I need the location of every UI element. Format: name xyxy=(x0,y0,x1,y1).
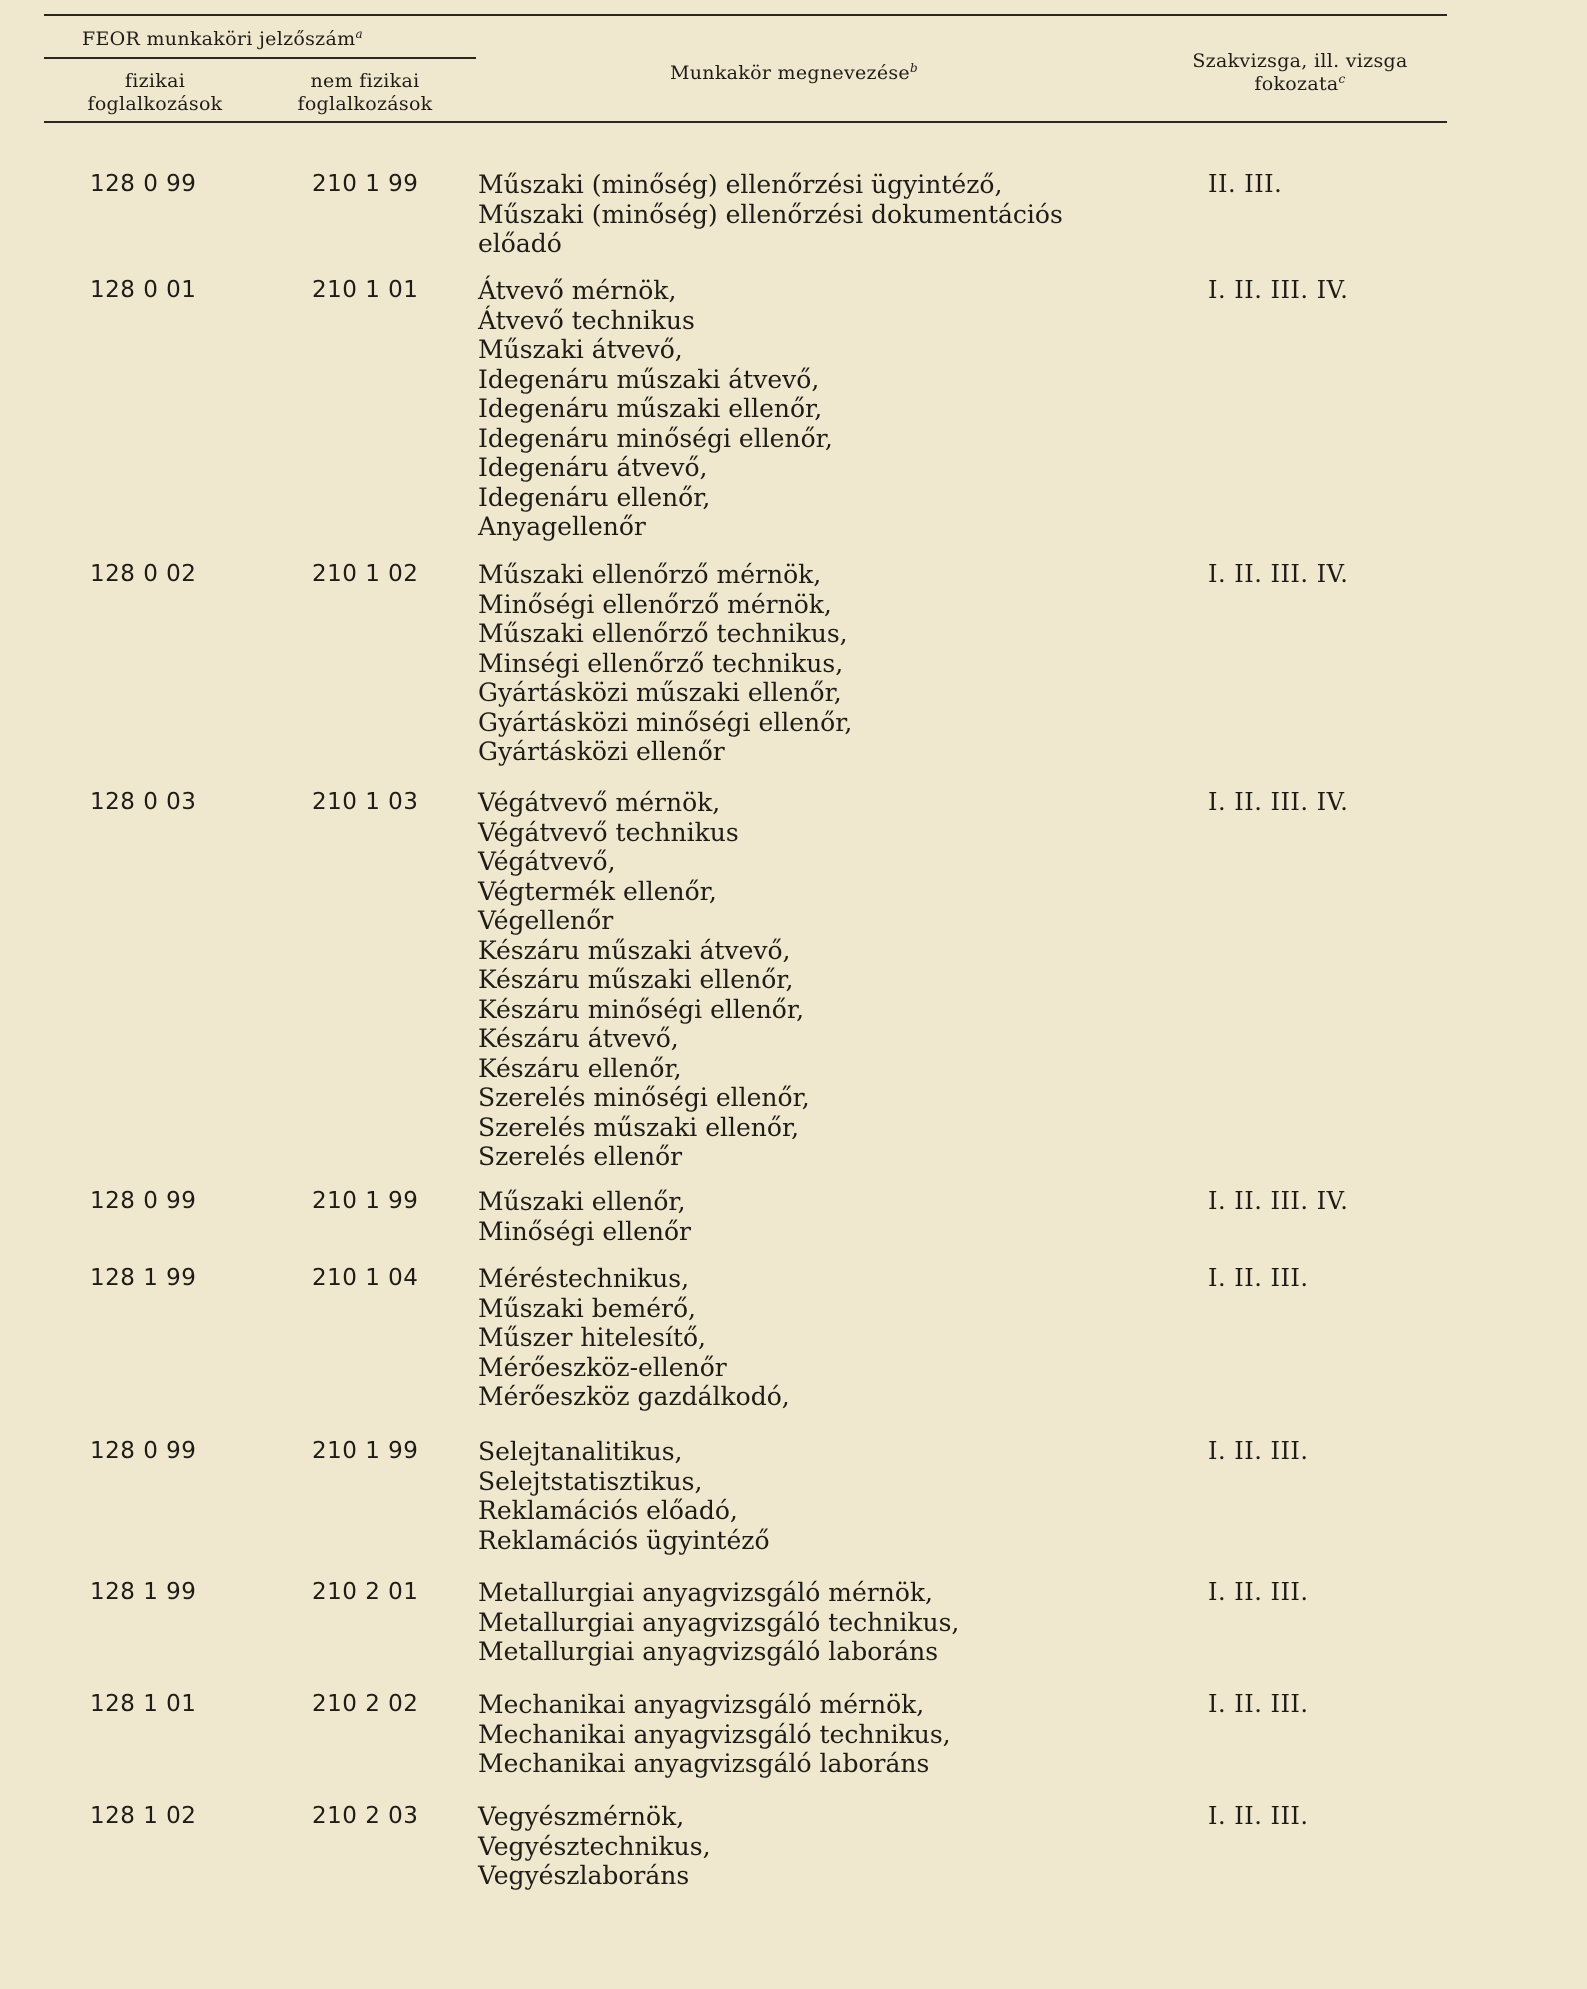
job-name: Készáru minőségi ellenőr, xyxy=(478,994,805,1024)
job-name: Anyagellenőr xyxy=(478,512,646,541)
nonphysical-code: 210 1 01 xyxy=(312,277,419,303)
job-name: Metallurgiai anyagvizsgáló laboráns xyxy=(478,1637,939,1666)
job-name-column-header: Munkakör megnevezése$^b$ xyxy=(670,61,918,84)
job-names xyxy=(478,1802,1118,1891)
job-names xyxy=(478,1690,1118,1779)
physical-code: 128 0 99 xyxy=(90,1438,197,1464)
job-name: Szerelés minőségi ellenőr, xyxy=(478,1083,810,1112)
job-names xyxy=(478,276,1118,542)
job-name: Műszaki (minőség) ellenőrzési dokumentációs xyxy=(478,199,1063,229)
job-name: Műszer hitelesítő, xyxy=(478,1323,706,1352)
feor-header: FEOR munkaköri jelzőszám$^a$ xyxy=(82,27,363,50)
job-name: Végátvevő, xyxy=(478,847,616,876)
job-name: Műszaki ellenőrző technikus, xyxy=(478,619,848,648)
physical-code: 128 0 03 xyxy=(90,789,197,815)
job-name: Vegyészlaboráns xyxy=(478,1861,690,1890)
job-name: Készáru műszaki átvevő, xyxy=(478,935,791,965)
job-name: Mechanikai anyagvizsgáló mérnök, xyxy=(478,1690,925,1719)
job-names xyxy=(478,1264,1118,1412)
exam-grade: I. II. III. xyxy=(1208,1802,1309,1830)
job-name: Készáru műszaki ellenőr, xyxy=(478,965,794,994)
job-names xyxy=(478,560,1118,767)
nonphysical-code: 210 2 01 xyxy=(312,1579,419,1605)
job-name: Végellenőr xyxy=(478,906,614,935)
physical-code: 128 0 01 xyxy=(90,277,197,303)
nonphysical-code: 210 1 04 xyxy=(312,1265,419,1291)
job-name: Idegenáru minőségi ellenőr, xyxy=(478,423,833,453)
exam-grade: I. II. III. xyxy=(1208,1578,1309,1606)
job-name: Minőségi ellenőr xyxy=(478,1216,692,1246)
exam-grade: I. II. III. xyxy=(1208,1690,1309,1718)
job-name: Idegenáru ellenőr, xyxy=(478,482,711,512)
physical-code: 128 1 99 xyxy=(90,1579,197,1605)
nonphysical-code: 210 1 03 xyxy=(312,789,419,815)
job-name: Reklamációs ügyintéző xyxy=(478,1525,770,1555)
job-names xyxy=(478,1187,1118,1246)
header-bottom-rule xyxy=(44,121,1447,123)
nonphysical-code: 210 2 02 xyxy=(312,1691,419,1717)
nonphysical-code: 210 1 99 xyxy=(312,1438,419,1464)
job-name: Méréstechnikus, xyxy=(478,1264,690,1293)
job-name: Gyártásközi műszaki ellenőr, xyxy=(478,678,842,707)
job-name: Végátvevő mérnök, xyxy=(478,788,721,817)
job-name: Selejtanalitikus, xyxy=(478,1437,683,1466)
job-name: Mérőeszköz gazdálkodó, xyxy=(478,1382,790,1411)
physical-column-header: fizikai foglalkozások xyxy=(87,70,223,115)
job-name: Idegenáru átvevő, xyxy=(478,453,708,482)
nonphysical-code: 210 1 99 xyxy=(312,171,419,197)
physical-code: 128 0 99 xyxy=(90,1188,197,1214)
job-name: Gyártásközi minőségi ellenőr, xyxy=(478,707,853,737)
job-name: Mérőeszköz-ellenőr xyxy=(478,1352,727,1382)
physical-code: 128 0 02 xyxy=(90,561,197,587)
job-name: előadó xyxy=(478,229,562,258)
job-name: Műszaki ellenőr, xyxy=(478,1187,686,1216)
feor-header-rule xyxy=(44,57,476,59)
job-name: Selejtstatisztikus, xyxy=(478,1466,703,1496)
physical-code: 128 1 02 xyxy=(90,1803,197,1829)
job-name: Mechanikai anyagvizsgáló technikus, xyxy=(478,1719,951,1749)
job-name: Vegyésztechnikus, xyxy=(478,1831,711,1861)
physical-code: 128 1 99 xyxy=(90,1265,197,1291)
job-name: Mechanikai anyagvizsgáló laboráns xyxy=(478,1749,930,1778)
exam-grade: I. II. III. IV. xyxy=(1208,560,1349,588)
job-names xyxy=(478,1578,1118,1667)
job-name: Vegyészmérnök, xyxy=(478,1802,685,1831)
job-name: Készáru ellenőr, xyxy=(478,1053,682,1083)
physical-code: 128 0 99 xyxy=(90,171,197,197)
nonphysical-code: 210 1 99 xyxy=(312,1188,419,1214)
job-name: Végátvevő technikus xyxy=(478,817,739,847)
job-name: Idegenáru műszaki átvevő, xyxy=(478,364,820,394)
job-names xyxy=(478,1437,1118,1555)
exam-grade: II. III. xyxy=(1208,170,1283,198)
job-name: Műszaki (minőség) ellenőrzési ügyintéző, xyxy=(478,170,1003,199)
nonphysical-code: 210 2 03 xyxy=(312,1803,419,1829)
exam-grade: I. II. III. IV. xyxy=(1208,788,1349,816)
job-name: Végtermék ellenőr, xyxy=(478,876,717,906)
physical-code: 128 1 01 xyxy=(90,1691,197,1717)
job-name: Átvevő mérnök, xyxy=(478,276,677,305)
job-name: Gyártásközi ellenőr xyxy=(478,737,725,766)
job-name: Minségi ellenőrző technikus, xyxy=(478,648,844,678)
job-names xyxy=(478,788,1118,1172)
job-name: Minőségi ellenőrző mérnök, xyxy=(478,589,832,619)
job-name: Metallurgiai anyagvizsgáló technikus, xyxy=(478,1607,960,1637)
exam-grade: I. II. III. xyxy=(1208,1437,1309,1465)
header-top-rule xyxy=(44,14,1447,16)
job-name: Készáru átvevő, xyxy=(478,1024,679,1053)
exam-grade: I. II. III. IV. xyxy=(1208,276,1349,304)
job-names xyxy=(478,170,1118,259)
job-name: Idegenáru műszaki ellenőr, xyxy=(478,394,823,423)
exam-grade: I. II. III. IV. xyxy=(1208,1187,1349,1215)
job-name: Reklamációs előadó, xyxy=(478,1496,738,1525)
job-name: Műszaki ellenőrző mérnök, xyxy=(478,560,822,589)
job-name: Műszaki bemérő, xyxy=(478,1293,696,1323)
job-name: Műszaki átvevő, xyxy=(478,335,683,364)
exam-grade: I. II. III. xyxy=(1208,1264,1309,1292)
job-name: Szerelés ellenőr xyxy=(478,1142,683,1171)
nonphysical-code: 210 1 02 xyxy=(312,561,419,587)
job-name: Metallurgiai anyagvizsgáló mérnök, xyxy=(478,1578,933,1607)
job-name: Szerelés műszaki ellenőr, xyxy=(478,1112,800,1142)
nonphysical-column-header: nem fizikai foglalkozások xyxy=(297,70,433,115)
job-name: Átvevő technikus xyxy=(478,305,695,335)
exam-column-header: Szakvizsga, ill. vizsga fokozata$^c$ xyxy=(1192,50,1408,95)
